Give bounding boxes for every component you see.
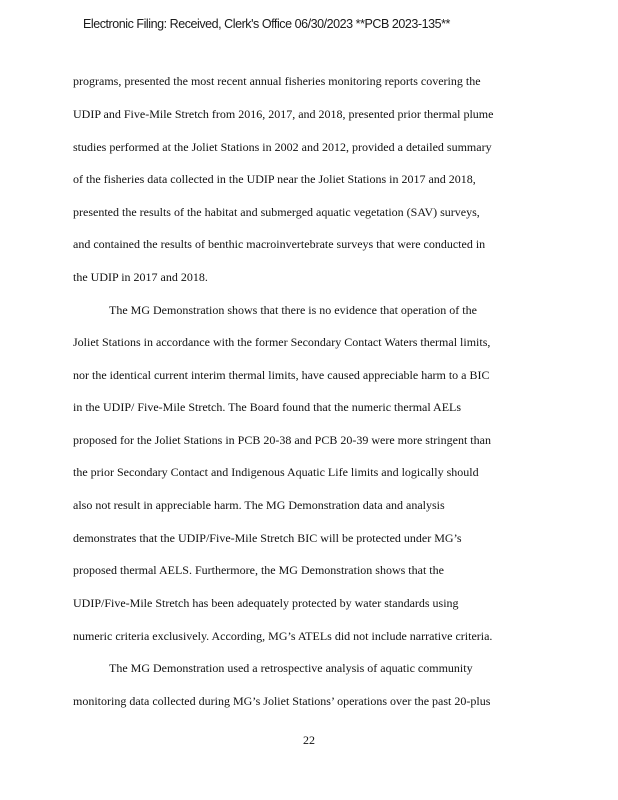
filing-stamp: Electronic Filing: Received, Clerk's Office 06/30/2023 **PCB 2023-135** xyxy=(83,17,450,31)
paragraph-first-line: The MG Demonstration used a retrospective analysis of aquatic community xyxy=(109,661,473,675)
text-line: also not result in appreciable harm. The MG Demonstration data and analysis xyxy=(73,498,445,512)
text-line: proposed thermal AELS. Furthermore, the MG Demonstration shows that the xyxy=(73,563,444,577)
text-line: proposed for the Joliet Stations in PCB 20-38 and PCB 20-39 were more stringent than xyxy=(73,433,491,447)
text-line: demonstrates that the UDIP/Five-Mile Stretch BIC will be protected under MG’s xyxy=(73,531,462,545)
paragraph-first-line: The MG Demonstration shows that there is no evidence that operation of the xyxy=(109,303,477,317)
text-line: presented the results of the habitat and submerged aquatic vegetation (SAV) surveys, xyxy=(73,205,480,219)
text-line: UDIP and Five-Mile Stretch from 2016, 2017, and 2018, presented prior thermal plume xyxy=(73,107,494,121)
text-line: the UDIP in 2017 and 2018. xyxy=(73,270,208,284)
text-line: Joliet Stations in accordance with the former Secondary Contact Waters thermal limits, xyxy=(73,335,491,349)
text-line: UDIP/Five-Mile Stretch has been adequately protected by water standards using xyxy=(73,596,459,610)
text-line: of the fisheries data collected in the UDIP near the Joliet Stations in 2017 and 2018, xyxy=(73,172,476,186)
text-line: nor the identical current interim thermal limits, have caused appreciable harm to a BIC xyxy=(73,368,490,382)
text-line: monitoring data collected during MG’s Joliet Stations’ operations over the past 20-plus xyxy=(73,694,491,708)
text-line: in the UDIP/ Five-Mile Stretch. The Board found that the numeric thermal AELs xyxy=(73,400,462,414)
text-line: the prior Secondary Contact and Indigenous Aquatic Life limits and logically should xyxy=(73,465,479,479)
text-line: programs, presented the most recent annual fisheries monitoring reports covering the xyxy=(73,74,481,88)
text-line: studies performed at the Joliet Stations in 2002 and 2012, provided a detailed summary xyxy=(73,140,492,154)
text-line: and contained the results of benthic macroinvertebrate surveys that were conducted in xyxy=(73,237,486,251)
page-number: 22 xyxy=(303,733,315,747)
text-line: numeric criteria exclusively. According, MG’s ATELs did not include narrative criteria. xyxy=(73,629,493,643)
